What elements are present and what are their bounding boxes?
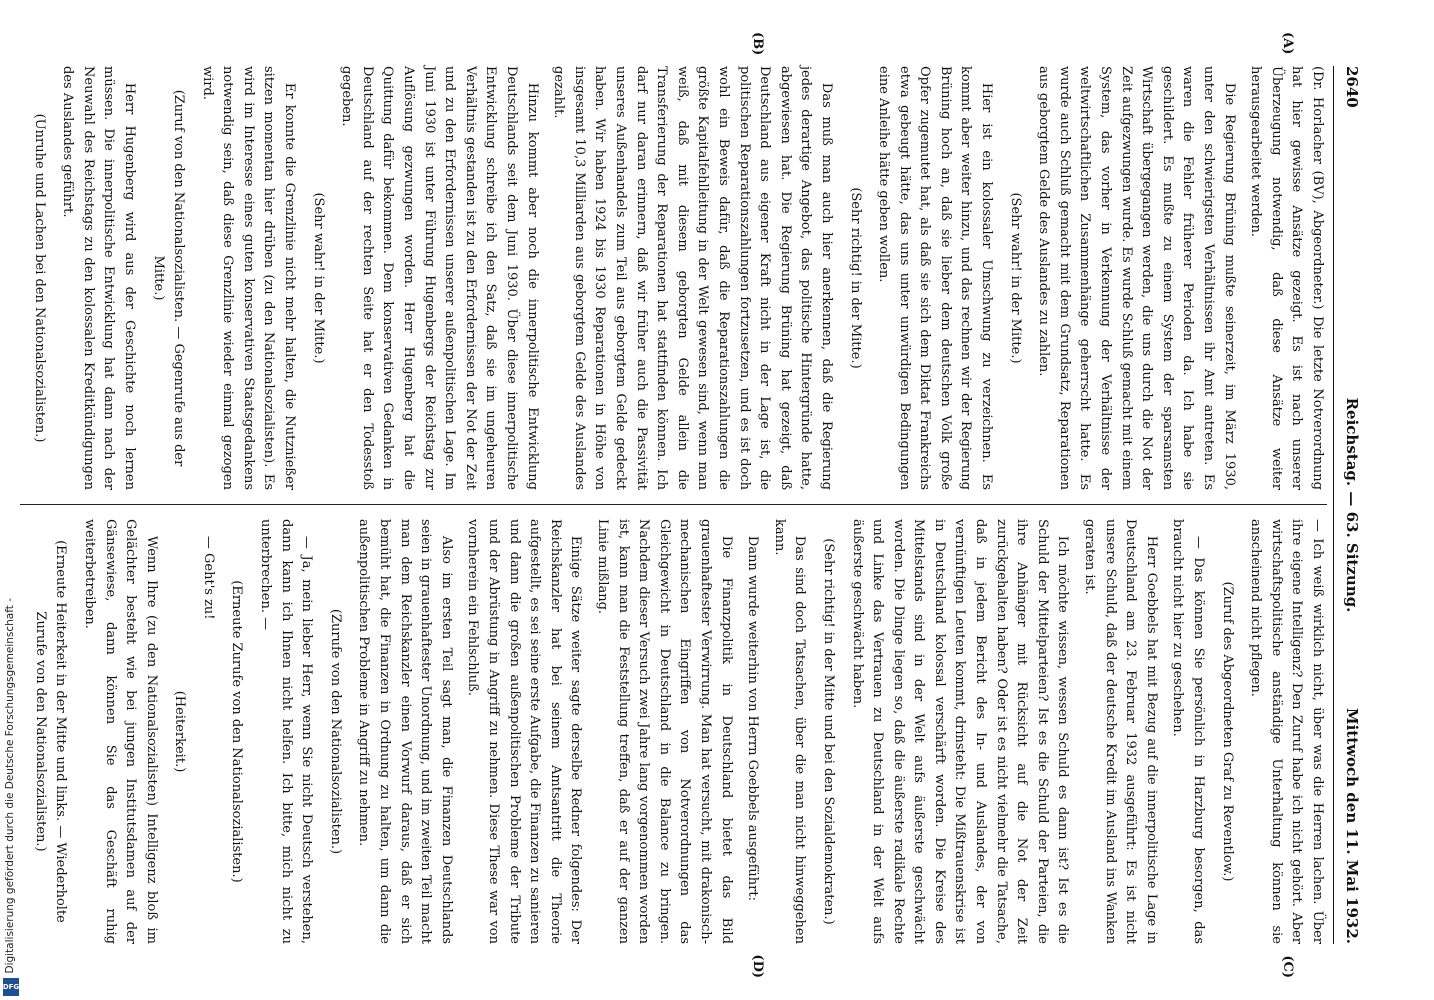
paragraph: Dann wurde weiterhin von Herrn Goebbels ausgeführt: [745, 535, 761, 901]
margin-marker-a: (A) [1280, 32, 1295, 55]
paragraph: Er konnte die Grenzlinie nicht mehr halten, die Nutznießer sitzen momentan hier drüben (zu den Nationalsozialisten). Es wird im Interesse eines guten konservativen Staatsgedankens notwendig sein, daß diese Grenzlinie wieder einmal gezogen wird. [199, 66, 298, 490]
left-column [20, 32, 1327, 505]
paragraph: Herr Hugenberg wird aus der Geschichte noch lernen müssen. Die innerpolitische Entwicklung hat dann nach der Neuwahl des Reichstags zu den kolossalen Kreditkündigungen des Auslandes geführt. [60, 66, 137, 490]
session-title: Reichstag. — 63. Sitzung. [1343, 397, 1361, 613]
interjection: (Erneute Heiterkeit in der Mitte und links. — Wiederholte Zurufe von den Nationalsozialisten.) [32, 540, 69, 923]
interjection: (Zuruf des Abgeordneten Graf zu Reventlow.) [1219, 581, 1235, 882]
interjection: (Unruhe und Lachen bei den Nationalsozialisten.) [31, 113, 47, 443]
margin-marker-d: (D) [750, 954, 765, 978]
paragraph: (Dr. Horlacher (BV), Abgeordneter.) Die letzte Notverordnung hat hier gewisse Ansätze gezeigt. Es ist nach unserer Überzeugung notwendig, daß diese Ansätze weiter herausgearbeitet werden. [1248, 66, 1325, 490]
paragraph: — Ich weiß wirklich nicht, über was die Herren lachen. Über ihre eigene Intelligenz? Den Zuruf habe ich nicht gehört. Aber wirtschaftspolitische anständige Unterhaltung können sie anscheinend nicht pflegen. [1248, 519, 1325, 944]
paragraph: Einige Sätze weiter sagte derselbe Redner folgendes: Der Reichskanzler hat bei seinem Amtsantritt die Theorie aufgestellt, es sei seine erste Aufgabe, die Finanzen zu sanieren und dann die großen außenpolitischen Probleme der Tribute und der Abrüstung in Angriff zu nehmen. Diese These war von vornherein ein Fehlschluß. [465, 519, 584, 944]
paragraph: — Geht's zu! [200, 535, 216, 620]
interjection: (Zuruf von den Nationalsozialisten. — Gegenrufe aus der Mitte.) [150, 89, 187, 467]
interjection: (Sehr richtig! in der Mitte und bei den Sozialdemokraten.) [820, 538, 836, 925]
paragraph: — Das können Sie persönlich in Harzburg besorgen, das braucht nicht hier zu geschehen. [1170, 519, 1207, 944]
paragraph: — Ja, mein lieber Herr, wenn Sie nicht Deutsch verstehen, dann kann ich Ihnen nicht helfen. Ich bitte, mich nicht zu unterbrechen. — [258, 519, 315, 944]
right-column [20, 505, 1327, 978]
dfg-logo-icon: DFG [3, 978, 19, 996]
text-columns [20, 32, 1327, 978]
paragraph: Herr Goebbels hat mit Bezug auf die innerpolitische Lage in Deutschland am 23. Februar 1932 ausgeführt: Es ist nicht unsere Schuld, daß der deutsche Kredit im Ausland ins Wanken geraten ist. [1082, 519, 1159, 944]
paragraph: Also im ersten Teil sagt man, die Finanzen Deutschlands seien in grauenhaftester Unordnung, und im zweiten Teil macht man dem Reichskanzler einen Vorwurf daraus, daß er sich bemüht hat, die Finanzen in Ordnung zu halten, um dann die außenpolitischen Probleme in Angriff zu nehmen. [356, 519, 454, 944]
page-header [1333, 66, 1364, 944]
paragraph: Das sind doch Tatsachen, über die man nicht hinweggehen kann. [771, 519, 808, 944]
page-number: 2640 [1343, 66, 1361, 108]
paragraph: Wenn Ihre (zu den Nationalsozialisten) Intelligenz bloß im Gelächter besteht wie bei jungen Institutsdamen auf der Gänsewiese, dann können Sie das Geschäft ruhig weiterbetreiben. [81, 519, 159, 944]
paragraph: Ich möchte wissen, wessen Schuld es dann ist? Ist es die Schuld der Mittelparteien? Ist es die Schuld der Parteien, die ihre Anhänger mit Rücksicht auf die Not der Zeit zurückgehalten haben? Oder ist es nicht vielmehr die Tatsache, daß in jedem Bericht des In- und Auslandes, der von vernünftigen Leuten kommt, drinsteht: Die Mißtrauenskrise ist in Deutschland kolossal verschärft worden. Die Kreise des Mittelstands sind in der Welt aufs äußerste geschwächt worden. Die Dinge liegen so, daß die äußerste radikale Rechte und Linke das Vertrauen zu Deutschland in der Welt aufs äußerste geschwächt haben. [849, 519, 1071, 944]
paragraph: Hier ist ein kolossaler Umschwung zu verzeichnen. Es kommt aber weiter hinzu, und das rechnen wir der Regierung Brüning hoch an, daß sie lieber dem deutschen Volk große Opfer zugemutet hat, als daß sie sich dem Diktat Frankreichs etwa gebeugt hätte, das uns unter unwürdigen Bedingungen eine Anleihe hätte geben wollen. [876, 66, 995, 490]
session-date: Mittwoch den 11. Mai 1932. [1343, 707, 1361, 944]
interjection: (Erneute Zurufe von den Nationalsozialisten.) [229, 580, 245, 883]
paragraph: Das muß man auch hier anerkennen, daß die Regierung jedes derartige Angebot, das politische Hintergründe hatte, abgewiesen hat. Die Regierung Brüning hat gezeigt, daß Deutschland aus eigener Kraft nicht in der Lage ist, die politischen Reparationszahlungen fortzusetzen, und es ist doch wohl ein Beweis dafür, daß die Reparationszahlungen die größte Kapitalfehlleitung in der Welt gewesen sind, wenn man weiß, daß mit diesem geborgten Gelde allein die Transferierung der Reparationen hat stattfinden können. Ich darf nur daran erinnern, daß wir früher auch die Passivität unseres Außenhandels zum Teil aus geborgtem Gelde gedeckt haben. Wir haben 1924 bis 1930 Reparationen in Höhe von insgesamt 10,3 Milliarden aus geborgtem Gelde des Auslandes gezahlt. [551, 66, 834, 490]
paragraph: Hinzu kommt aber noch die innerpolitische Entwicklung Deutschlands seit dem Juni 1930. Über diese innerpolitische Entwicklung schreibe ich den Satz, daß sie im ungeheuren Verhältnis gestanden ist zu den Erfordernissen der Not der Zeit und zu den Erfordernissen unserer außenpolitischen Lage. Im Juni 1930 ist unter Führung Hugenbergs der Reichstag zur Auflösung gezwungen worden. Herr Hugenberg hat die Quittung dafür bekommen. Dem konservativen Gedanken in Deutschland auf der rechten Seite hat er den Todesstoß gegeben. [339, 66, 540, 490]
margin-marker-b: (B) [750, 32, 765, 56]
interjection: (Heiterkeit.) [172, 690, 188, 773]
interjection: (Zurufe von den Nationalsozialisten.) [327, 608, 343, 855]
quotation: Die Finanzpolitik in Deutschland bietet das Bild grauenhaftester Verwirrung. Man hat versucht, mit drakonisch-mechanischen Eingriffen von Notverordnungen das Gleichgewicht in Deutschland in die Balance zu bringen. Nachdem dieser Versuch zwei Jahre lang vorgenommen worden ist, kann man die Feststellung treffen, daß er auf der ganzen Linie mißlang. [595, 519, 734, 944]
margin-marker-c: (C) [1280, 955, 1295, 978]
interjection: (Sehr richtig! in der Mitte.) [847, 187, 863, 369]
funding-notice: Digitalisierung gefördert durch die Deutsche Forschungsgemeinschaft - [4, 598, 16, 974]
interjection: (Sehr wahr! in der Mitte.) [310, 192, 326, 364]
paragraph: Die Regierung Brüning mußte seinerzeit, im März 1930, unter den schwierigsten Verhältnissen ihr Amt antreten. Es waren die Fehler früherer Perioden da. Ich habe sie geschildert. Es mußte zu einem System der sparsamsten Wirtschaft übergegangen werden, die uns durch die Not der Zeit aufgezwungen wurde. Es wurde Schluß gemacht mit einem System, das vorher in Verkennung der Verhältnisse der weltwirtschaftlichen Zusammenhänge geherrscht hatte. Es wurde auch Schluß gemacht mit dem Grundsatz, Reparationen aus geborgtem Gelde des Auslandes zu zahlen. [1036, 66, 1237, 490]
interjection: (Sehr wahr! in der Mitte.) [1007, 192, 1023, 364]
